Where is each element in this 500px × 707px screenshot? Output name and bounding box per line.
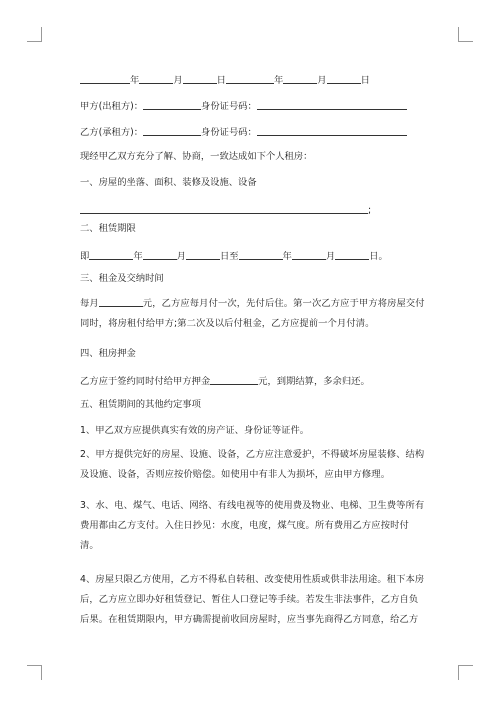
deposit-paragraph: 乙方应于签约同时付给甲方押金 元，到期结算，多余归还。 [80,376,370,387]
lease-term-line: 即 年 月 日至 年 月 日。 [80,251,388,262]
term-end-year[interactable] [239,249,283,260]
section-1-blank-line: ; [80,203,425,217]
tenant-name-field[interactable] [143,125,201,136]
landlord-id-label: 身份证号码： [201,101,257,112]
corner-mark-top-right [458,27,473,42]
blank-day-2[interactable] [327,73,361,84]
blank-month[interactable] [139,73,173,84]
blank-year[interactable] [80,73,130,84]
blank-month-2[interactable] [283,73,317,84]
tenant-id-label: 身份证号码： [201,127,257,138]
landlord-id-field[interactable] [257,99,407,110]
tenant-label: 乙方(承租方)： [80,127,144,138]
term-item-3: 3、水、电、煤气、电话、网络、有线电视等的使用费及物业、电梯、卫生费等所有费用都由乙方支付。入住日抄见：水度，电度，煤气度。所有费用乙方应按时付清。 [80,500,425,551]
term-start-month[interactable] [143,249,177,260]
intro-text: 现经甲乙双方充分了解、协商，一致达成如下个人租房： [80,151,313,162]
property-details-field[interactable] [80,203,368,214]
tenant-line [80,125,425,139]
term-end-month[interactable] [292,249,326,260]
term-start-day[interactable] [186,249,220,260]
section-1-heading: 一、房屋的坐落、面积、装修及设施、设备 [80,177,257,188]
blank-day[interactable] [183,73,217,84]
term-item-2: 2、甲方提供完好的房屋、设施、设备，乙方应注意爱护，不得破坏房屋装修、结构及设施、设备，否则应按价赔偿。如使用中有非人为损坏，应由甲方修理。 [80,449,425,480]
section-2-heading: 二、租赁期限 [80,223,136,234]
landlord-line [80,99,425,113]
corner-mark-bottom-left [27,665,42,680]
landlord-name-field[interactable] [143,99,201,110]
date-line: 年 月 日 年 月 日 [80,73,425,87]
term-item-1: 1、甲乙双方应提供真实有效的房产证、身份证等证件。 [80,425,310,436]
tenant-id-field[interactable] [257,125,407,136]
deposit-amount-field[interactable] [210,374,258,385]
section-3-heading: 三、租金及交纳时间 [80,273,164,284]
rent-paragraph: 每月 元，乙方应每月付一次，先付后住。第一次乙方应于甲方将房屋交付同时，将房租付给甲方;第二次及以后付租金，乙方应提前一个月付清。 [80,298,425,329]
section-4-heading: 四、租房押金 [80,348,136,359]
section-5-heading: 五、租赁期间的其他约定事项 [80,399,201,410]
landlord-label: 甲方(出租方)： [80,101,144,112]
term-start-year[interactable] [89,249,133,260]
term-item-4: 4、房屋只限乙方使用，乙方不得私自转租、改变使用性质或供非法用途。租下本房后，乙方应立即办好租赁登记、暂住人口登记等手续。若发生非法事件，乙方自负后果。在租赁期限内，甲方确需提前收回房屋时，应当事先商得乙方同意，给乙方 [80,574,425,625]
term-end-day[interactable] [335,249,369,260]
blank-year-2[interactable] [226,73,274,84]
corner-mark-top-left [27,27,42,42]
monthly-rent-field[interactable] [99,296,143,307]
corner-mark-bottom-right [458,665,473,680]
